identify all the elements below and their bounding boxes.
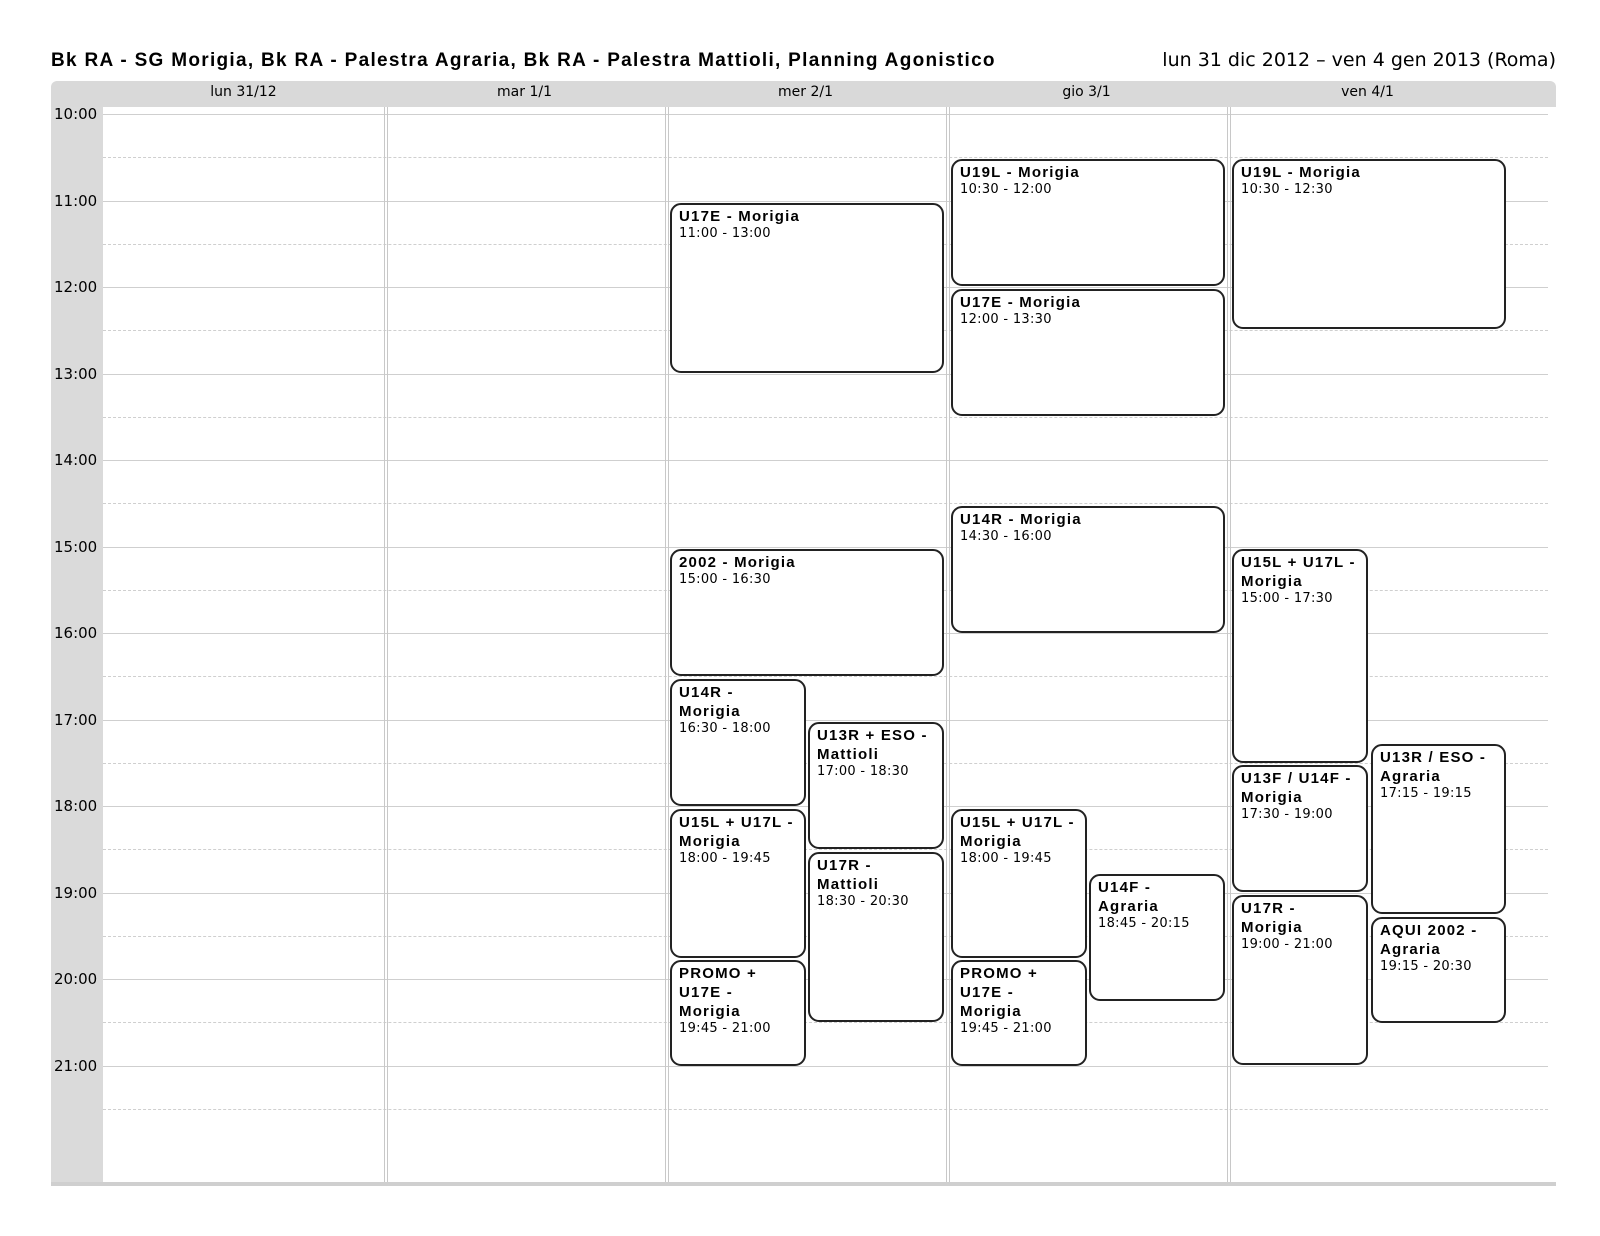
event-title: U13F / U14F - Morigia bbox=[1241, 770, 1352, 806]
event-time: 10:30 - 12:00 bbox=[960, 182, 1052, 197]
day-separator bbox=[1227, 107, 1228, 1182]
event-time: 19:00 - 21:00 bbox=[1241, 937, 1333, 952]
hour-label: 11:00 bbox=[54, 192, 98, 210]
calendar-title: Bk RA - SG Morigia, Bk RA - Palestra Agraria, Bk RA - Palestra Mattioli, Planning Agonistico bbox=[51, 50, 996, 71]
event-block[interactable] bbox=[670, 679, 806, 806]
event-block[interactable] bbox=[670, 809, 806, 958]
half-hour-line bbox=[103, 157, 1548, 158]
event-block[interactable] bbox=[808, 852, 944, 1022]
event-block[interactable] bbox=[670, 960, 806, 1066]
hour-label: 10:00 bbox=[54, 105, 98, 123]
event-time: 19:45 - 21:00 bbox=[679, 1021, 771, 1036]
event-time: 10:30 - 12:30 bbox=[1241, 182, 1333, 197]
event-time: 19:15 - 20:30 bbox=[1380, 959, 1472, 974]
event-block[interactable] bbox=[951, 809, 1087, 958]
hour-label: 13:00 bbox=[54, 365, 98, 383]
hour-line bbox=[103, 1066, 1548, 1067]
hour-label: 16:00 bbox=[54, 624, 98, 642]
event-title: U17E - Morigia bbox=[679, 208, 800, 225]
event-block[interactable] bbox=[1232, 549, 1368, 763]
day-header-fri: ven 4/1 bbox=[1341, 84, 1394, 100]
hour-label: 20:00 bbox=[54, 970, 98, 988]
event-time: 18:45 - 20:15 bbox=[1098, 916, 1190, 931]
day-separator bbox=[668, 107, 669, 1182]
day-separator bbox=[387, 107, 388, 1182]
hour-line bbox=[103, 460, 1548, 461]
event-title: U19L - Morigia bbox=[1241, 164, 1361, 181]
half-hour-line bbox=[103, 417, 1548, 418]
grid-bottom-bar bbox=[51, 1182, 1556, 1186]
event-time: 16:30 - 18:00 bbox=[679, 721, 771, 736]
event-title: U17E - Morigia bbox=[960, 294, 1081, 311]
event-block[interactable] bbox=[1232, 159, 1506, 329]
event-block[interactable] bbox=[808, 722, 944, 849]
half-hour-line bbox=[103, 503, 1548, 504]
event-block[interactable] bbox=[1232, 895, 1368, 1065]
event-block[interactable] bbox=[951, 289, 1225, 416]
event-block[interactable] bbox=[1232, 765, 1368, 892]
hour-label: 18:00 bbox=[54, 797, 98, 815]
event-title: PROMO + U17E - Morigia bbox=[960, 965, 1038, 1020]
hour-line bbox=[103, 547, 1548, 548]
event-time: 14:30 - 16:00 bbox=[960, 529, 1052, 544]
hour-label: 19:00 bbox=[54, 884, 98, 902]
event-time: 18:30 - 20:30 bbox=[817, 894, 909, 909]
hour-line bbox=[103, 374, 1548, 375]
day-header-wed: mer 2/1 bbox=[778, 84, 833, 100]
event-time: 11:00 - 13:00 bbox=[679, 226, 771, 241]
event-title: U15L + U17L - Morigia bbox=[679, 814, 794, 850]
event-title: U14F - Agraria bbox=[1098, 879, 1159, 915]
event-time: 18:00 - 19:45 bbox=[960, 851, 1052, 866]
event-title: AQUI 2002 - Agraria bbox=[1380, 922, 1478, 958]
day-separator bbox=[949, 107, 950, 1182]
event-time: 17:30 - 19:00 bbox=[1241, 807, 1333, 822]
hour-label: 14:00 bbox=[54, 451, 98, 469]
hour-line bbox=[103, 114, 1548, 115]
event-block[interactable] bbox=[951, 159, 1225, 286]
hour-label: 21:00 bbox=[54, 1057, 98, 1075]
event-title: U15L + U17L - Morigia bbox=[960, 814, 1075, 850]
day-header-thu: gio 3/1 bbox=[1062, 84, 1111, 100]
date-range: lun 31 dic 2012 – ven 4 gen 2013 (Roma) bbox=[1162, 49, 1556, 71]
day-separator bbox=[384, 107, 385, 1182]
event-time: 17:15 - 19:15 bbox=[1380, 786, 1472, 801]
event-block[interactable] bbox=[1089, 874, 1225, 1001]
event-title: U14R - Morigia bbox=[679, 684, 741, 720]
event-title: U13R / ESO - Agraria bbox=[1380, 749, 1487, 785]
day-separator bbox=[1230, 107, 1231, 1182]
event-title: U13R + ESO - Mattioli bbox=[817, 727, 928, 763]
event-title: U14R - Morigia bbox=[960, 511, 1082, 528]
hour-label: 17:00 bbox=[54, 711, 98, 729]
event-block[interactable] bbox=[951, 506, 1225, 633]
day-header-mon: lun 31/12 bbox=[210, 84, 277, 100]
day-header-bar bbox=[51, 81, 1556, 107]
event-block[interactable] bbox=[1371, 917, 1506, 1023]
event-title: U17R - Morigia bbox=[1241, 900, 1303, 936]
calendar-grid bbox=[51, 81, 1556, 1186]
event-time: 19:45 - 21:00 bbox=[960, 1021, 1052, 1036]
event-title: PROMO + U17E - Morigia bbox=[679, 965, 757, 1020]
day-separator bbox=[665, 107, 666, 1182]
event-block[interactable] bbox=[951, 960, 1087, 1066]
event-title: U15L + U17L - Morigia bbox=[1241, 554, 1356, 590]
event-time: 18:00 - 19:45 bbox=[679, 851, 771, 866]
event-time: 15:00 - 16:30 bbox=[679, 572, 771, 587]
hour-label: 15:00 bbox=[54, 538, 98, 556]
day-separator bbox=[946, 107, 947, 1182]
event-title: U19L - Morigia bbox=[960, 164, 1080, 181]
event-title: U17R - Mattioli bbox=[817, 857, 880, 893]
half-hour-line bbox=[103, 1109, 1548, 1110]
event-block[interactable] bbox=[670, 549, 944, 676]
event-block[interactable] bbox=[1371, 744, 1506, 914]
day-header-tue: mar 1/1 bbox=[497, 84, 552, 100]
event-title: 2002 - Morigia bbox=[679, 554, 796, 571]
event-time: 15:00 - 17:30 bbox=[1241, 591, 1333, 606]
event-block[interactable] bbox=[670, 203, 944, 373]
hour-label: 12:00 bbox=[54, 278, 98, 296]
event-time: 12:00 - 13:30 bbox=[960, 312, 1052, 327]
event-time: 17:00 - 18:30 bbox=[817, 764, 909, 779]
time-gutter bbox=[51, 107, 103, 1182]
